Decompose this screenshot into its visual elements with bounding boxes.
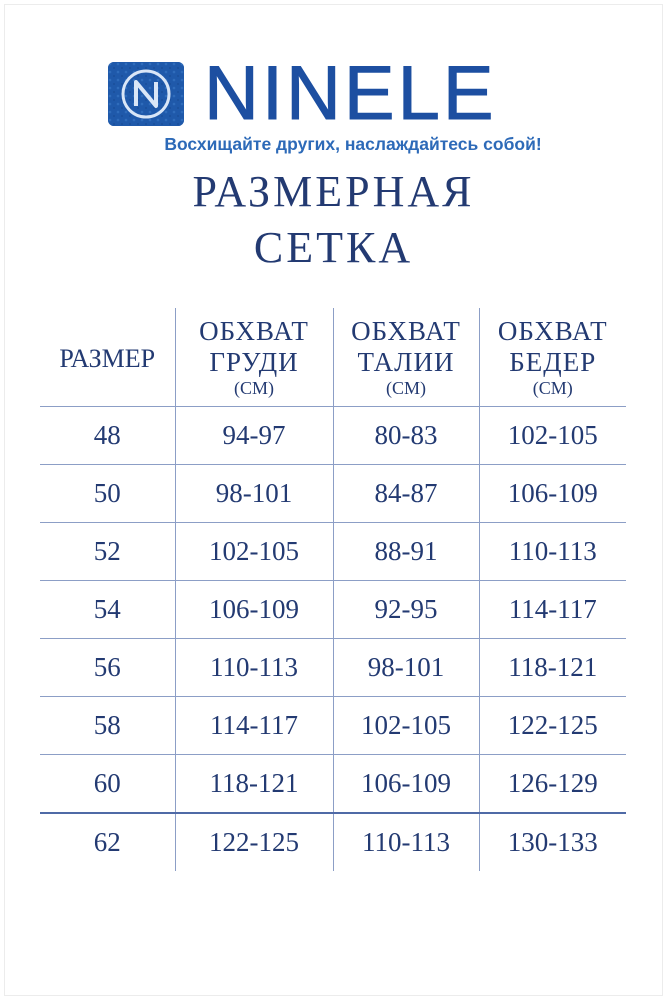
- cell-size: 62: [93, 827, 121, 857]
- cell-size: 58: [40, 697, 175, 755]
- header-waist-line1: ОБХВАТ: [351, 316, 461, 346]
- cell-chest: 110-113: [175, 639, 333, 697]
- cell-size: 60: [40, 755, 175, 814]
- brand-logo: [108, 51, 608, 137]
- cell-waist: 102-105: [333, 697, 479, 755]
- table-row: [40, 407, 626, 465]
- brand-slogan: Восхищайте других, наслаждайтесь собой!: [164, 134, 542, 154]
- table-row: [40, 465, 626, 523]
- page-title-line-1: РАЗМЕРНАЯ: [192, 167, 475, 216]
- header-hips-line2: БЕДЕР: [509, 347, 597, 377]
- cell-hips: 106-109: [479, 465, 626, 523]
- cell-hips: 102-105: [479, 407, 626, 465]
- cell-chest: 106-109: [175, 581, 333, 639]
- cell-hips: 122-125: [479, 697, 626, 755]
- header-chest-line2: ГРУДИ: [209, 347, 299, 377]
- cell-waist: 88-91: [333, 523, 479, 581]
- cell-chest: 98-101: [175, 465, 333, 523]
- cell-waist: 110-113: [333, 813, 479, 871]
- cell-hips: 110-113: [479, 523, 626, 581]
- cell-chest: 114-117: [175, 697, 333, 755]
- cell-size: 54: [40, 581, 175, 639]
- cell-chest: 94-97: [175, 407, 333, 465]
- header-chest: [175, 308, 333, 407]
- header-chest-line1: ОБХВАТ: [199, 316, 309, 346]
- header-hips-line1: ОБХВАТ: [497, 316, 608, 346]
- n-monogram-icon: [108, 62, 184, 126]
- header-size: [40, 308, 175, 407]
- header-waist-line2: ТАЛИИ: [357, 347, 455, 377]
- table-row: [40, 523, 626, 581]
- page-title-line-2: СЕТКА: [253, 223, 414, 272]
- table-row: [40, 581, 626, 639]
- cell-waist: 106-109: [333, 755, 479, 814]
- header-size-label: РАЗМЕР: [59, 344, 156, 373]
- table-row: [40, 639, 626, 697]
- cell-waist: 84-87: [333, 465, 479, 523]
- header-waist-unit: (СМ): [386, 378, 426, 398]
- brand-wordmark: NINELE: [204, 51, 497, 136]
- table-row: [40, 697, 626, 755]
- cell-chest: 102-105: [175, 523, 333, 581]
- cell-waist: 92-95: [333, 581, 479, 639]
- table-header-row: [40, 308, 626, 407]
- cell-size: 52: [40, 523, 175, 581]
- cell-chest: 122-125: [175, 813, 333, 871]
- cell-waist: 98-101: [333, 639, 479, 697]
- cell-size: 48: [40, 407, 175, 465]
- table-row: [40, 813, 626, 871]
- header-waist: [333, 308, 479, 407]
- header-hips: [479, 308, 626, 407]
- cell-hips: 126-129: [479, 755, 626, 814]
- cell-hips: 130-133: [479, 813, 626, 871]
- size-chart-table: [40, 308, 626, 871]
- header-chest-unit: (СМ): [234, 378, 274, 398]
- table-row: [40, 755, 626, 814]
- header-hips-unit: (СМ): [532, 378, 573, 398]
- cell-hips: 118-121: [479, 639, 626, 697]
- cell-size: 50: [40, 465, 175, 523]
- cell-hips: 114-117: [479, 581, 626, 639]
- cell-waist: 80-83: [333, 407, 479, 465]
- cell-size: 56: [40, 639, 175, 697]
- cell-chest: 118-121: [175, 755, 333, 814]
